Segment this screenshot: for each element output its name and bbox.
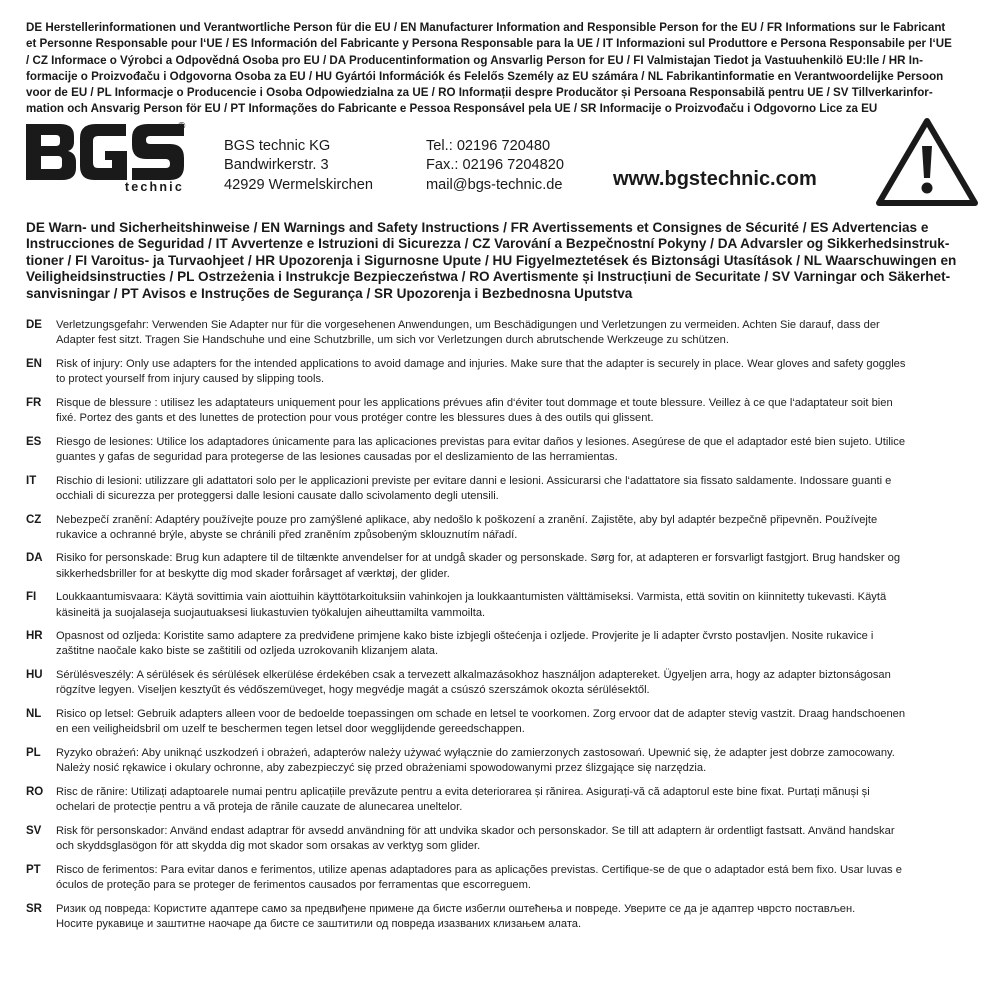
section-title-line: tioner / FI Varoitus- ja Turvaohjeet / HR Upozorenja i Sigurnosne Upute / HU Figyelmeztetések és Biztonsági Utasítások / NL Waarschuwingen en	[26, 252, 957, 268]
entry-text	[56, 357, 981, 387]
entry-line: Loukkaantumisvaara: Käytä sovittimia vain aiottuihin käyttötarkoituksiin vahinkojen ja loukkaantumisten välttämiseksi. Varmista, että sovitin on kiinnitetty tukevasti. Käytä	[56, 591, 887, 604]
section-title-line: Instrucciones de Seguridad / IT Avvertenze e Istruzioni di Sicurezza / CZ Varování a Bezpečnostní Pokyny / DA Advarsler og Sikkerhedsinstruk-	[26, 236, 950, 252]
entry-line: to protect yourself from injury caused by slipping tools.	[56, 373, 325, 386]
language-code: HR	[26, 630, 43, 643]
safety-entry-es	[26, 435, 981, 465]
entry-text	[56, 668, 981, 698]
manufacturer-info-line: et Personne Responsable pour l‘UE / ES Información del Fabricante y Persona Responsable para la UE / IT Informazioni sul Produttore e Persona Responsabile per l‘UE	[26, 37, 952, 51]
company-email: mail@bgs-technic.de	[426, 176, 563, 193]
manufacturer-info-line: voor de EU / PL Informacje o Producencie i Osoba Odpowiedzialna za UE / RO Informații despre Producător și Persoana Responsabilă pentru UE / SV Tillverkarinfor-	[26, 86, 933, 100]
entry-line: Risiko for personskade: Brug kun adaptere til de tiltænkte anvendelser for at undgå skader og personskade. Sørg for, at adapteren er forsvarligt fastgjort. Brug handsker og	[56, 552, 901, 565]
entry-line: Opasnost od ozljeda: Koristite samo adaptere za predviđene primjene kako biste izbjegli oštećenja i ozljede. Provjerite je li adapter čvrsto postavljen. Nosite rukavice i	[56, 630, 874, 643]
company-name: BGS technic KG	[224, 138, 331, 154]
language-code: IT	[26, 474, 37, 487]
safety-entry-hr	[26, 629, 981, 659]
entry-text	[56, 902, 981, 932]
entry-line: Risco de ferimentos: Para evitar danos e ferimentos, utilize apenas adaptadores para as aplicações previstas. Certifique-se de que o adaptador está bem fixo. Usar luvas e	[56, 863, 902, 876]
entry-line: zaštitne naočale kako biste se zaštitili od ozljeda uzrokovanih klizanjem alata.	[56, 645, 439, 658]
language-code: HU	[26, 669, 43, 682]
safety-entry-hu	[26, 668, 981, 698]
entry-line: Risico op letsel: Gebruik adapters alleen voor de bedoelde toepassingen om schade en letsel te voorkomen. Zorg ervoor dat de adapter stevig vastzit. Draag handschoenen	[56, 708, 906, 721]
entry-line: Risc de rănire: Utilizați adaptoarele numai pentru aplicațiile prevăzute pentru a evita deteriorarea și rănirea. Asigurați-vă că adaptorul este bine fixat. Purtați mănuși și	[56, 785, 870, 798]
safety-entry-cz	[26, 513, 981, 543]
entry-line: en een veiligheidsbril om uzelf te beschermen tegen letsel door wegglijdende gereedschappen.	[56, 723, 525, 736]
entry-text	[56, 746, 981, 776]
entry-text	[56, 435, 981, 465]
entry-line: rukavice a ochranné brýle, abyste se chránili před zraněním způsobeným sklouznutím nářadí.	[56, 528, 518, 541]
entry-text	[56, 863, 981, 893]
manufacturer-info-line: DE Herstellerinformationen und Verantwortliche Person für die EU / EN Manufacturer Information and Responsible Person for the EU / FR Informations sur le Fabricant	[26, 21, 946, 34]
entry-text	[56, 551, 981, 581]
entry-text	[56, 396, 981, 426]
manufacturer-info-line: / CZ Informace o Výrobci a Odpovědná Osoba pro EU / DA Producentinformation og Ansvarlig Person for EU / FI Valmistajan Tiedot ja Vastuuhenkilö EU:lle / HR In-	[26, 53, 923, 67]
language-code: SV	[26, 824, 42, 837]
safety-entry-en	[26, 357, 981, 387]
entry-line: Nebezpečí zranění: Adaptéry používejte pouze pro zamýšlené aplikace, aby nedošlo k poškození a zranění. Zajistěte, aby byl adaptér bezpečně připevněn. Používejte	[56, 513, 878, 526]
language-code: ES	[26, 435, 42, 448]
entry-text	[56, 318, 981, 348]
safety-section-title	[26, 220, 976, 302]
bgs-technic-logo	[26, 118, 186, 194]
warning-triangle-icon	[874, 116, 980, 208]
safety-entry-da	[26, 551, 981, 581]
language-code: CZ	[26, 513, 42, 526]
entry-line: Risk för personskador: Använd endast adaptrar för avsedd användning för att undvika skador och personskador. Se till att adaptern är ordentligt fastsatt. Använd handskar	[56, 824, 895, 837]
language-code: SR	[26, 902, 42, 915]
entry-line: ochelari de protecție pentru a vă proteja de rănile cauzate de alunecarea uneltelor.	[56, 801, 463, 814]
safety-entry-pl	[26, 746, 981, 776]
safety-entry-fr	[26, 396, 981, 426]
safety-entry-nl	[26, 707, 981, 737]
company-info-row	[26, 116, 986, 211]
safety-entry-pt	[26, 863, 981, 893]
language-code: RO	[26, 785, 44, 798]
entry-line: Носите рукавице и заштитне наочаре да бисте се заштитили од повреда изазваних клизањем алата.	[56, 917, 582, 930]
entry-line: och skyddsglasögon för att skydda dig mot skador som orsakas av verktyg som glider.	[56, 839, 481, 852]
language-code: DA	[26, 552, 43, 565]
safety-entry-sv	[26, 824, 981, 854]
entry-line: Sérülésveszély: A sérülések és sérülések elkerülése érdekében csak a tervezett alkalmazásokhoz használjon adaptereket. Ügyeljen arra, hogy az adapter biztonságosan	[56, 669, 891, 682]
company-street: Bandwirkerstr. 3	[224, 157, 329, 174]
language-code: FI	[26, 591, 37, 604]
entry-text	[56, 707, 981, 737]
entry-line: Risk of injury: Only use adapters for the intended applications to avoid damage and injuries. Make sure that the adapter is securely in place. Wear gloves and safety goggles	[56, 357, 906, 370]
safety-entries-list	[26, 318, 981, 941]
entry-line: Adapter fest sitzt. Tragen Sie Handschuhe und eine Schutzbrille, um sich vor Verletzungen durch abrutschende Werkzeuge zu schützen.	[56, 334, 729, 347]
company-fax: Fax.: 02196 7204820	[426, 157, 564, 174]
section-title-line: sanvisningar / PT Avisos e Instruções de Segurança / SR Upozorenja i Bezbednosna Uputstva	[26, 285, 633, 301]
safety-entry-ro	[26, 785, 981, 815]
entry-text	[56, 474, 981, 504]
entry-text	[56, 629, 981, 659]
language-code: DE	[26, 319, 42, 331]
entry-line: Verletzungsgefahr: Verwenden Sie Adapter nur für die vorgesehenen Anwendungen, um Beschädigungen und Verletzungen zu vermeiden. Achten Sie darauf, dass der	[56, 319, 880, 331]
entry-line: sikkerhedsbriller for at beskytte dig mod skader forårsaget af værktøj, der glider.	[56, 567, 450, 580]
entry-line: occhiali di sicurezza per proteggersi dalle lesioni causate dallo scivolamento degli utensili.	[56, 489, 499, 502]
entry-line: käsineitä ja suojalaseja suojautuaksesi liukastuvien työkalujen aiheuttamilta vammoilta.	[56, 606, 486, 619]
language-code: EN	[26, 357, 42, 370]
section-title-line: Veiligheidsinstructies / PL Ostrzeżenia i Instrukcje Bezpieczeństwa / RO Avertismente și Instrucțiuni de Securitate / SV Varningar och Säkerhet-	[26, 269, 951, 285]
entry-line: Należy nosić rękawice i okulary ochronne, aby zabezpieczyć się przed obrażeniami spowodowanymi przez ślizgające się narzędzia.	[56, 762, 707, 775]
manufacturer-info-line: formacije o Proizvođaču i Odgovorna Osoba za EU / HU Gyártói Információk és Felelős Személy az EU számára / NL Fabrikantinformatie en Verantwoordelijke Persoon	[26, 69, 944, 83]
registered-mark: ®	[178, 121, 186, 132]
entry-line: rögzítve legyen. Viseljen kesztyűt és védőszemüveget, hogy megvédje magát a csúszó szerszámok okozta sérülésektől.	[56, 684, 650, 697]
manufacturer-info-header	[26, 20, 986, 118]
language-code: PT	[26, 863, 41, 876]
entry-line: Ризик од повреда: Користите адаптере само за предвиђене примене да бисте избегли оштећења и повреде. Уверите се да је адаптер чврсто постављен.	[56, 902, 856, 915]
language-code: NL	[26, 708, 42, 721]
company-contact	[426, 137, 564, 195]
entry-line: Risque de blessure : utilisez les adaptateurs uniquement pour les applications prévues afin d‘éviter tout dommage et toute blessure. Veillez à ce que l‘adaptateur soit bien	[56, 396, 893, 409]
entry-line: Ryzyko obrażeń: Aby uniknąć uszkodzeń i obrażeń, adapterów należy używać wyłącznie do zamierzonych zastosowań. Upewnić się, że adapter jest dobrze zamocowany.	[56, 746, 895, 759]
safety-entry-de	[26, 318, 981, 348]
language-code: PL	[26, 746, 41, 759]
entry-line: guantes y gafas de seguridad para protegerse de las lesiones causadas por el deslizamiento de las herramientas.	[56, 450, 618, 463]
language-code: FR	[26, 396, 42, 409]
entry-line: Rischio di lesioni: utilizzare gli adattatori solo per le applicazioni previste per evitare danni e lesioni. Assicurarsi che l‘adattatore sia fissato saldamente. Indossare guanti e	[56, 474, 892, 487]
entry-text	[56, 513, 981, 543]
entry-line: Riesgo de lesiones: Utilice los adaptadores únicamente para las aplicaciones previstas para evitar daños y lesiones. Asegúrese de que el adaptador esté bien sujeto. Utilice	[56, 435, 906, 448]
safety-entry-sr	[26, 902, 981, 932]
company-website: www.bgstechnic.com	[613, 168, 817, 190]
company-phone: Tel.: 02196 720480	[426, 138, 551, 154]
manufacturer-info-line: mation och Ansvarig Person för EU / PT Informações do Fabricante e Pessoa Responsável pela UE / SR Informacije o Proizvođaču i Odgovorno Lice za EU	[26, 102, 878, 116]
safety-entry-fi	[26, 590, 981, 620]
entry-text	[56, 590, 981, 620]
safety-entry-it	[26, 474, 981, 504]
company-address	[224, 137, 373, 195]
logo-subtitle: technic	[124, 180, 184, 194]
company-city: 42929 Wermelskirchen	[224, 176, 373, 193]
section-title-line: DE Warn- und Sicherheitshinweise / EN Warnings and Safety Instructions / FR Avertissements et Consignes de Sécurité / ES Advertencias e	[26, 220, 929, 235]
entry-line: óculos de proteção para se proteger de ferimentos causados por ferramentas que escorreguem.	[56, 878, 531, 891]
entry-text	[56, 785, 981, 815]
entry-line: fixé. Portez des gants et des lunettes de protection pour vous protéger contre les blessures dues à des outils qui glissent.	[56, 412, 654, 425]
entry-text	[56, 824, 981, 854]
